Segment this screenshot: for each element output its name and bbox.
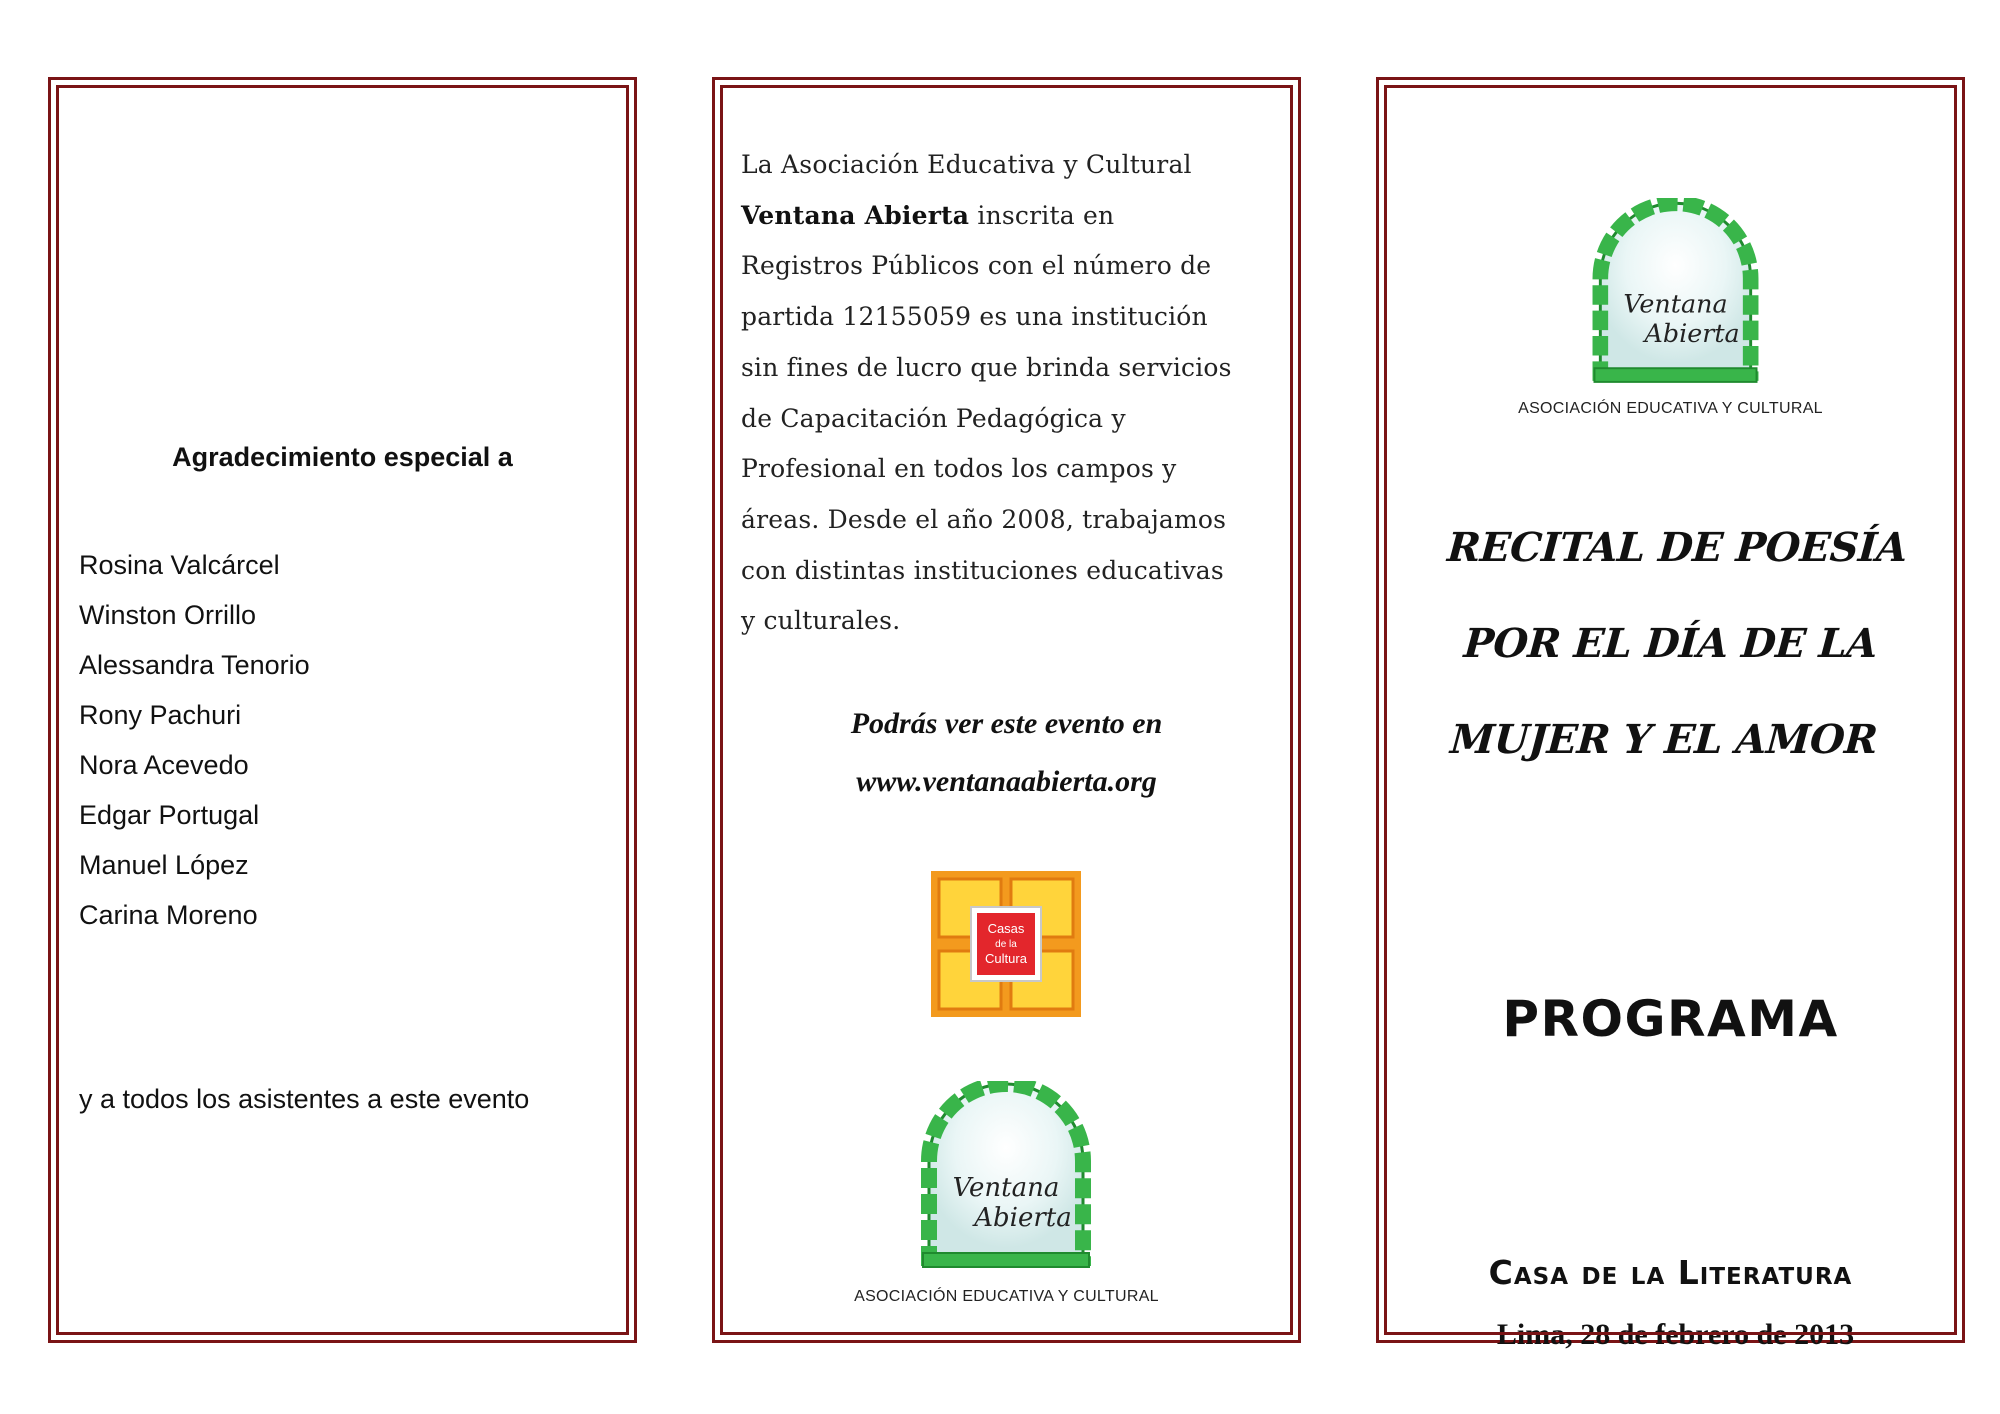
ventana-abierta-logo [901, 1081, 1111, 1276]
about-paragraph [741, 140, 1286, 647]
thanks-heading: Agradecimiento especial a [172, 442, 513, 472]
list-item: Alessandra Tenorio [79, 650, 310, 680]
cultura-logo-text: Casas [987, 921, 1025, 936]
website-link[interactable]: www.ventanaabierta.org [856, 765, 1157, 798]
panel-left [48, 77, 637, 1343]
list-item: Winston Orrillo [79, 600, 257, 630]
names-list [79, 540, 310, 940]
ventana-abierta-logo [1573, 198, 1778, 393]
event-title [1369, 500, 1972, 788]
list-item: Manuel López [79, 850, 249, 880]
about-line [741, 191, 1286, 242]
list-item: Carina Moreno [79, 900, 258, 930]
list-item: Nora Acevedo [79, 750, 249, 780]
about-line: partida 12155059 es una institución [741, 302, 1208, 332]
casas-de-la-cultura-logo [931, 871, 1081, 1017]
event-note-line: Podrás ver este evento en [850, 707, 1163, 740]
org-name: Ventana Abierta [741, 200, 970, 230]
list-item: Edgar Portugal [79, 800, 260, 830]
list-item: Rony Pachuri [79, 700, 242, 730]
event-note [715, 695, 1298, 811]
about-line: Registros Públicos con el número de [741, 251, 1212, 281]
about-line: con distintas instituciones educativas [741, 555, 1224, 585]
closing-text: y a todos los asistentes a este evento [79, 1084, 530, 1114]
logo-word: Ventana [1623, 288, 1728, 319]
title-line: MUJER Y EL AMOR [1448, 716, 1879, 763]
event-date: Lima, 28 de febrero de 2013 [1496, 1318, 1855, 1351]
about-line: áreas. Desde el año 2008, trabajamos [741, 504, 1227, 534]
title-line: POR EL DÍA DE LA [1462, 620, 1879, 667]
title-line: RECITAL DE POESÍA [1445, 524, 1909, 571]
cultura-logo-text: Cultura [985, 951, 1027, 966]
about-line: y culturales. [741, 606, 901, 636]
logo-caption: ASOCIACIÓN EDUCATIVA Y CULTURAL [854, 1288, 1159, 1305]
logo-word: Abierta [974, 1203, 1072, 1233]
logo-caption: ASOCIACIÓN EDUCATIVA Y CULTURAL [1518, 400, 1823, 417]
logo-word: Ventana [952, 1173, 1060, 1203]
about-line: Profesional en todos los campos y [741, 454, 1177, 484]
programa-heading: PROGRAMA [1502, 990, 1839, 1048]
logo-word: Abierta [1644, 317, 1740, 348]
venue: Casa de la Literatura [1488, 1253, 1853, 1292]
list-item: Rosina Valcárcel [79, 550, 280, 580]
about-line: de Capacitación Pedagógica y [741, 403, 1126, 433]
cultura-logo-text: de la [995, 939, 1017, 950]
panel-right [1376, 77, 1965, 1351]
panel-middle [712, 77, 1301, 1343]
about-line: sin fines de lucro que brinda servicios [741, 352, 1232, 382]
about-line: La Asociación Educativa y Cultural [741, 150, 1192, 179]
about-line-text: inscrita en [977, 200, 1115, 230]
